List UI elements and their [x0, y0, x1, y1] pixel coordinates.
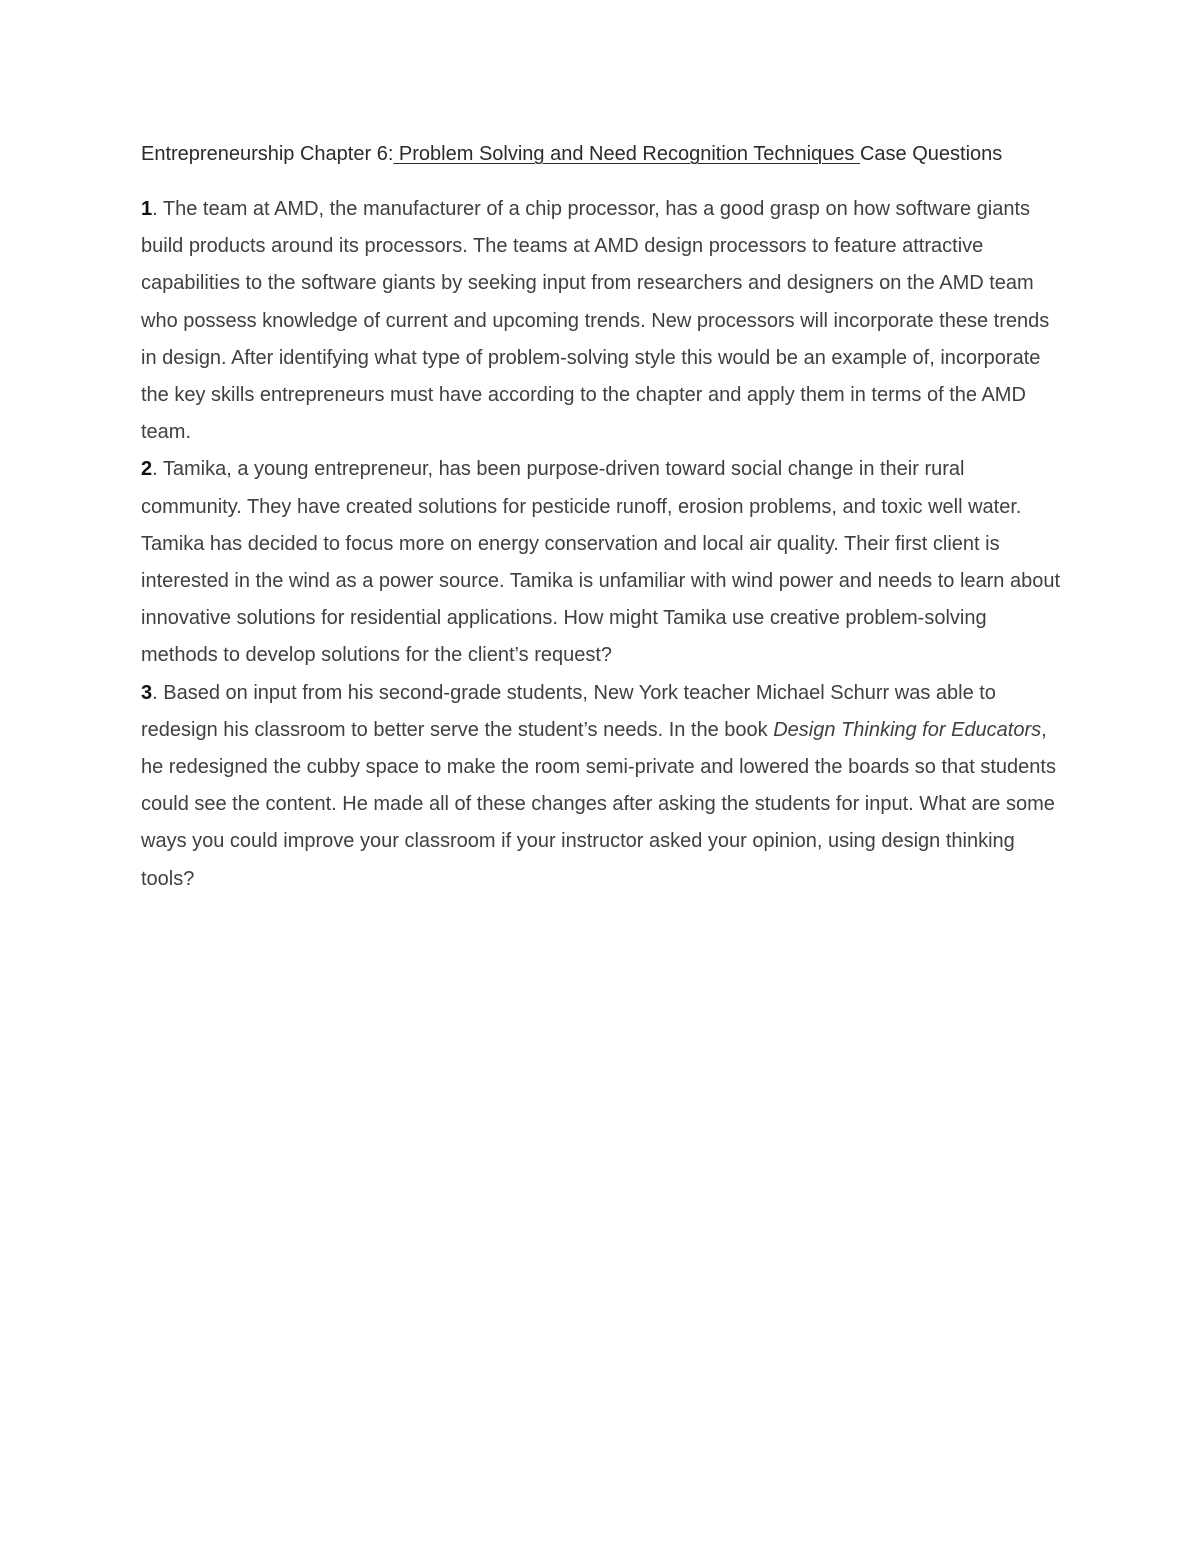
- question-number: 1: [141, 198, 153, 220]
- question-text-before: Based on input from his second-grade students, New York teacher Michael Schurr was able to redesign his classroom to better serve the student’s needs. In the book: [141, 681, 996, 741]
- document-page: [141, 140, 1066, 898]
- question-1: [141, 191, 1066, 451]
- question-text: The team at AMD, the manufacturer of a chip processor, has a good grasp on how software giants build products around its processors. The teams at AMD design processors to feature attractive capabilities to the software giants by seeking input from researchers and designers on the AMD team who possess knowledge of current and upcoming trends. New processors will incorporate these trends in design. After identifying what type of problem-solving style this would be an example of, incorporate the key skills entrepreneurs must have according to the chapter and apply them in terms of the AMD team.: [141, 198, 1050, 444]
- question-text: Tamika, a young entrepreneur, has been purpose-driven toward social change in their rural community. They have created solutions for pesticide runoff, erosion problems, and toxic well water. Tamika has decided to focus more on energy conservation and local air quality. Their first client is interested in the wind as a power source. Tamika is unfamiliar with wind power and needs to learn about innovative solutions for residential applications. How might Tamika use creative problem-solving methods to develop solutions for the client’s request?: [141, 458, 1061, 667]
- question-number: 3: [141, 681, 153, 704]
- question-separator: .: [152, 681, 164, 704]
- question-text-after: , he redesigned the cubby space to make the room semi-private and lowered the boards so that students could see the content. He made all of these changes after asking the students for input. What are some ways you could improve your classroom if your instructor asked your opinion, using design thinking tools?: [141, 718, 1056, 890]
- question-separator: .: [152, 458, 163, 481]
- title-chapter-name: Problem Solving and Need Recognition Techniques: [393, 143, 860, 165]
- document-title: [141, 140, 1066, 168]
- question-separator: .: [152, 198, 163, 220]
- title-prefix: Entrepreneurship Chapter 6:: [141, 143, 394, 165]
- question-number: 2: [141, 458, 153, 481]
- title-suffix: Case Questions: [859, 143, 1003, 165]
- question-2: [141, 451, 1066, 674]
- question-3: [141, 675, 1066, 898]
- book-title: Design Thinking for Educators: [773, 718, 1042, 741]
